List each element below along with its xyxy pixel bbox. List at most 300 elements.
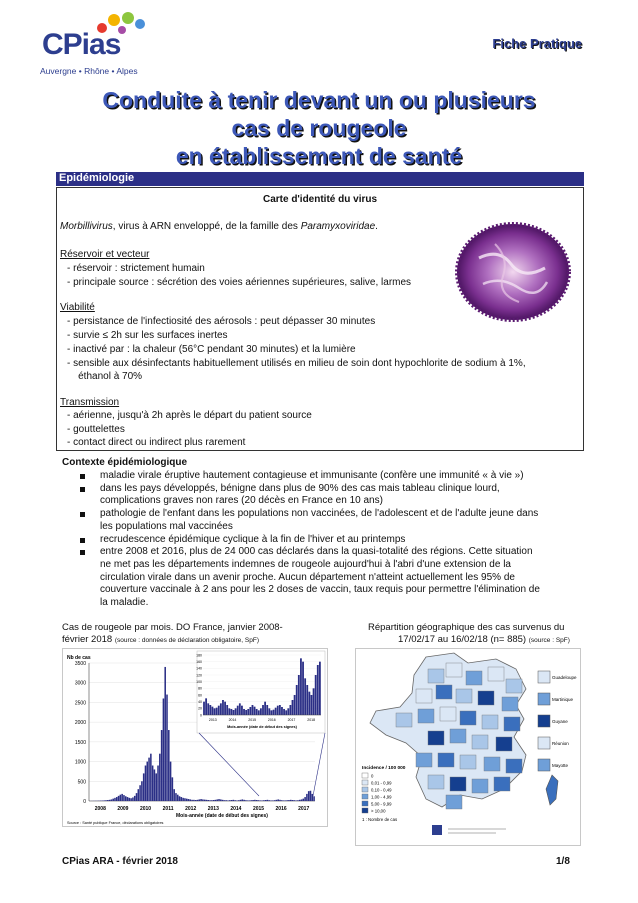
- context-bullet: [100, 534, 578, 547]
- chart-bar: [193, 800, 195, 801]
- chart-bar: [290, 800, 292, 801]
- inset-year-label: 2017: [287, 718, 296, 722]
- chart-bar: [188, 799, 190, 801]
- department-cell: [450, 729, 466, 743]
- chart-ytick-label: 1500: [74, 739, 86, 746]
- chart-bar: [220, 799, 222, 801]
- chart-bar: [238, 800, 240, 801]
- chart-bar: [148, 758, 150, 801]
- chart-bar: [308, 791, 310, 801]
- chart-bar: [258, 800, 260, 801]
- inset-bar: [218, 706, 220, 715]
- bullet-square-icon: [80, 474, 85, 479]
- department-cell: [428, 775, 444, 789]
- map-legend-swatch: [362, 808, 368, 813]
- inset-bar: [300, 658, 302, 715]
- chart-bar: [313, 796, 315, 801]
- chart-ytick-label: 1000: [74, 759, 86, 766]
- chart-bar: [288, 800, 290, 801]
- inset-bar: [220, 703, 222, 715]
- inset-bar: [222, 700, 224, 715]
- department-cell: [484, 757, 500, 771]
- inset-bar: [203, 702, 205, 715]
- chart-bar: [306, 794, 308, 801]
- chart-bar: [204, 800, 206, 801]
- viability-item: éthanol à 70%: [67, 371, 143, 382]
- inset-bar: [285, 710, 287, 715]
- france-incidence-map: [355, 648, 581, 846]
- chart-bar: [265, 800, 267, 801]
- chart-bar: [164, 667, 166, 801]
- inset-bar: [239, 703, 241, 715]
- page-title-line-2: cas de rougeole: [231, 115, 407, 141]
- context-bullet-line: circulation virale dans un avenir proche. Aucun département n'atteint actuellement les 95% de: [100, 571, 515, 583]
- chart-bar: [143, 773, 145, 801]
- chart-svg: [63, 649, 327, 826]
- inset-bar: [306, 685, 308, 715]
- chart-bar: [261, 800, 263, 801]
- chart-year-label: 2015: [252, 806, 265, 812]
- context-bullet-line: couverture vaccinale à 2 ans pour les 2 doses de vaccin, taux requis pour permettre l'élimination de: [100, 584, 540, 596]
- department-cell: [438, 753, 454, 767]
- reservoir-item: - réservoir : strictement humain: [67, 263, 205, 274]
- inset-connector: [313, 733, 325, 796]
- inset-bar: [296, 685, 298, 715]
- chart-bar: [114, 798, 116, 801]
- chart-bar: [134, 796, 136, 801]
- chart-bar: [312, 794, 314, 801]
- chart-bar: [211, 800, 213, 801]
- map-cases-label: 1 : Nombre de cas: [362, 817, 398, 822]
- virus-card-title: Carte d'identité du virus: [262, 194, 378, 205]
- chart-bar: [233, 800, 235, 801]
- inset-ytick-label: 120: [196, 673, 202, 678]
- chart-bar: [206, 800, 208, 801]
- inset-bar: [230, 709, 232, 715]
- department-cell: [496, 737, 512, 751]
- virus-intro-text: , virus à ARN enveloppé, de la famille des: [112, 221, 301, 232]
- context-bullet-line: maladie virale éruptive hautement contagieuse et immunisante (confère une immunité « à vie »): [100, 470, 524, 481]
- corsica-region: [546, 775, 558, 805]
- chart-bar: [172, 777, 174, 801]
- chart-bar: [299, 800, 301, 801]
- bullet-square-icon: [80, 487, 85, 492]
- inset-bar: [298, 675, 300, 715]
- inset-bar: [209, 705, 211, 715]
- department-cell: [472, 779, 488, 793]
- page-title-line-3: en établissement de santé: [175, 143, 463, 169]
- inset-bar: [308, 692, 310, 715]
- inset-bar: [247, 709, 249, 715]
- inset-year-label: 2013: [208, 718, 217, 722]
- inset-xlabel: Mois-année (date de début des signes): [227, 725, 297, 729]
- chart-year-label: 2008: [94, 806, 106, 812]
- chart-bar: [109, 800, 111, 801]
- chart-bar: [161, 730, 163, 801]
- figure-right-caption-date: 17/02/17 au 16/02/18 (n= 885): [398, 634, 527, 645]
- inset-bar: [277, 706, 279, 715]
- virus-identity-card: [56, 187, 584, 451]
- viability-item: - persistance de l'infectiosité des aérosols : peut dépasser 30 minutes: [67, 316, 376, 327]
- overseas-territory-box: [538, 715, 550, 727]
- chart-bar: [177, 795, 179, 801]
- department-cell: [456, 689, 472, 703]
- map-svg: [356, 649, 580, 845]
- chart-bar: [256, 800, 258, 801]
- bullet-square-icon: [80, 550, 85, 555]
- chart-bar: [154, 769, 156, 801]
- overseas-territory-label: Mayotte: [552, 763, 569, 768]
- chart-bar: [105, 800, 107, 801]
- chart-bar: [199, 799, 201, 801]
- figure-right-source: (source : SpF): [528, 637, 570, 644]
- overseas-territory-box: [538, 759, 550, 771]
- department-cell: [460, 755, 476, 769]
- chart-bar: [301, 799, 303, 801]
- inset-bar: [319, 662, 321, 715]
- inset-year-label: 2015: [248, 718, 257, 722]
- chart-bar: [215, 800, 217, 801]
- chart-bar: [281, 800, 283, 801]
- chart-bar: [195, 800, 197, 801]
- chart-bar: [182, 798, 184, 801]
- overseas-territory-label: Guadeloupe: [552, 675, 577, 680]
- chart-bar: [107, 800, 109, 801]
- department-cell: [460, 711, 476, 725]
- inset-bar: [224, 702, 226, 715]
- figure-left-caption-1: Cas de rougeole par mois. DO France, janvier 2008-: [62, 622, 283, 633]
- inset-bar: [317, 665, 319, 715]
- chart-bar: [249, 800, 251, 801]
- chart-bar: [236, 800, 238, 801]
- inset-bar: [245, 710, 247, 715]
- chart-bar: [168, 730, 170, 801]
- map-legend-label: 0,01 - 0,99: [371, 780, 392, 786]
- inset-ytick-label: 60: [198, 693, 202, 698]
- context-bullet-line: pathologie de l'enfant dans les populations non vaccinées, de l'adolescent et de l'adulte jeune dans: [100, 508, 539, 520]
- chart-bar: [146, 762, 148, 801]
- context-bullet: [100, 483, 578, 508]
- department-cell: [472, 735, 488, 749]
- chart-ytick-label: 3000: [74, 680, 86, 687]
- inset-bar: [287, 708, 289, 715]
- department-cell: [418, 709, 434, 723]
- inset-bar: [260, 708, 262, 715]
- chart-bar: [157, 766, 159, 801]
- inset-bar: [264, 702, 266, 715]
- map-legend-swatch: [362, 794, 368, 799]
- inset-bar: [252, 705, 254, 715]
- chart-ytick-label: 500: [77, 779, 86, 786]
- overseas-territory-label: Réunion: [552, 741, 569, 746]
- inset-bar: [233, 710, 235, 715]
- inset-bar: [294, 695, 296, 715]
- department-cell: [466, 671, 482, 685]
- inset-bar: [283, 709, 285, 715]
- department-cell: [482, 715, 498, 729]
- transmission-item: - gouttelettes: [67, 424, 125, 435]
- inset-ytick-label: 100: [196, 679, 202, 684]
- chart-bar: [286, 800, 288, 801]
- inset-year-label: 2018: [307, 718, 316, 722]
- spf-logo-icon: [432, 825, 442, 835]
- chart-bar: [254, 800, 256, 801]
- chart-bar: [252, 800, 254, 801]
- chart-bar: [150, 754, 152, 801]
- map-legend-label: > 10,00: [371, 808, 386, 814]
- map-legend-label: 0,10 - 0,49: [371, 787, 392, 793]
- chart-bar: [283, 800, 285, 801]
- inset-ytick-label: 80: [198, 686, 202, 691]
- inset-bar: [226, 705, 228, 715]
- department-cell: [446, 663, 462, 677]
- reservoir-heading: Réservoir et vecteur: [60, 249, 150, 260]
- chart-bar: [222, 800, 224, 801]
- department-cell: [416, 689, 432, 703]
- chart-bar: [247, 800, 249, 801]
- overseas-territory-label: Martinique: [552, 697, 574, 702]
- inset-bar: [262, 705, 264, 715]
- context-bullet-line: les populations mal vaccinées: [100, 520, 233, 532]
- inset-bar: [311, 695, 313, 715]
- chart-bar: [127, 797, 129, 801]
- department-cell: [428, 669, 444, 683]
- chart-bar: [139, 785, 141, 801]
- department-cell: [478, 691, 494, 705]
- chart-year-label: 2013: [207, 806, 219, 812]
- chart-ytick-label: 0: [83, 799, 86, 805]
- chart-bar: [166, 695, 168, 801]
- chart-bar: [231, 800, 233, 801]
- chart-bar: [209, 800, 211, 801]
- inset-bar: [214, 708, 216, 715]
- inset-ytick-label: 140: [196, 666, 202, 671]
- chart-year-label: 2014: [230, 806, 242, 812]
- inset-bar: [258, 710, 260, 715]
- chart-bar: [121, 794, 123, 801]
- section-header-epidemiologie: [56, 172, 584, 186]
- chart-year-label: 2017: [298, 806, 310, 812]
- context-bullet-line: entre 2008 et 2016, plus de 24 000 cas déclarés dans la quasi-totalité des régions. Cette situation: [100, 546, 533, 558]
- chart-year-label: 2012: [185, 806, 197, 812]
- chart-bar: [224, 800, 226, 801]
- chart-ytick-label: 2500: [74, 700, 86, 707]
- chart-bar: [207, 800, 209, 801]
- inset-bar: [266, 705, 268, 715]
- chart-bar: [179, 796, 181, 801]
- inset-bar: [289, 705, 291, 715]
- chart-bar: [118, 796, 120, 801]
- figure-right-caption-2: [398, 634, 570, 648]
- chart-bar: [242, 799, 244, 801]
- chart-bar: [190, 799, 192, 801]
- chart-bar: [276, 800, 278, 801]
- chart-bar: [218, 799, 220, 801]
- chart-source-note: Source : Santé publique France, déclarations obligatoires: [67, 821, 164, 825]
- overseas-territory-label: Guyane: [552, 719, 568, 724]
- chart-xlabel: Mois-année (date de début des signes): [176, 813, 268, 819]
- chart-ylabel: Nb de cas: [67, 655, 91, 661]
- virus-intro-end: .: [375, 221, 378, 232]
- inset-bar: [228, 708, 230, 715]
- chart-bar: [294, 800, 296, 801]
- department-cell: [488, 667, 504, 681]
- map-legend-label: 5,00 - 9,99: [371, 801, 392, 807]
- context-bullet: [100, 546, 578, 610]
- logo-wordmark: CPias: [42, 28, 121, 61]
- viability-heading: Viabilité: [60, 302, 95, 313]
- inset-bar: [313, 688, 315, 715]
- department-cell: [450, 777, 466, 791]
- overseas-territories: [538, 671, 577, 771]
- transmission-item: - contact direct ou indirect plus rarement: [67, 437, 246, 448]
- chart-bar: [152, 766, 154, 801]
- department-cell: [440, 707, 456, 721]
- transmission-item: - aérienne, jusqu'à 2h après le départ du patient source: [67, 410, 312, 421]
- chart-bar: [145, 766, 147, 801]
- inset-bar: [271, 710, 273, 715]
- inset-bar: [243, 709, 245, 715]
- cpias-logo: [40, 10, 150, 80]
- chart-bar: [251, 800, 253, 801]
- department-cell: [502, 697, 518, 711]
- overseas-territory-box: [538, 671, 550, 683]
- chart-bar: [268, 800, 270, 801]
- inset-bar: [235, 708, 237, 715]
- department-cell: [494, 777, 510, 791]
- section-title: Epidémiologie: [59, 172, 135, 184]
- inset-bar: [241, 706, 243, 715]
- inset-bar: [315, 675, 317, 715]
- map-legend-label: 0: [371, 773, 374, 779]
- context-bullet-line: recrudescence épidémique cyclique à la fin de l'hiver et au printemps: [100, 533, 406, 545]
- chart-bar: [274, 800, 276, 801]
- map-legend-label: 1,00 - 4,99: [371, 794, 392, 800]
- overseas-territory-box: [538, 737, 550, 749]
- page-title-line-1: Conduite à tenir devant un ou plusieurs: [102, 87, 536, 113]
- chart-bar: [216, 799, 218, 801]
- chart-bar: [184, 798, 186, 801]
- map-legend: [362, 765, 406, 822]
- inset-ytick-label: 180: [196, 653, 202, 658]
- chart-bar: [120, 795, 122, 801]
- inset-bar: [275, 708, 277, 715]
- department-cell: [446, 795, 462, 809]
- chart-bar: [129, 798, 131, 801]
- inset-ytick-label: 160: [196, 659, 202, 664]
- department-cell: [428, 731, 444, 745]
- virus-intro: [60, 220, 378, 233]
- inset-bar: [256, 709, 258, 715]
- context-bullet-line: la maladie.: [100, 597, 149, 608]
- chart-bar: [159, 754, 161, 801]
- figure-right-caption-1: Répartition géographique des cas survenus du: [368, 622, 565, 633]
- inset-bar: [302, 662, 304, 715]
- map-legend-swatch: [362, 780, 368, 785]
- department-cell: [396, 713, 412, 727]
- inset-ytick-label: 40: [198, 699, 202, 704]
- chart-bar: [245, 800, 247, 801]
- chart-bar: [272, 800, 274, 801]
- chart-bar: [132, 797, 134, 801]
- chart-bar: [270, 800, 272, 801]
- inset-bar: [207, 703, 209, 715]
- chart-bar: [304, 797, 306, 801]
- chart-bar: [191, 800, 193, 801]
- chart-bar: [181, 797, 183, 801]
- transmission-heading: Transmission: [60, 397, 120, 408]
- context-bullet-line: complications graves non rares (20 décès en France en 10 ans): [100, 495, 383, 507]
- chart-bar: [138, 789, 140, 801]
- inset-year-label: 2014: [228, 718, 237, 722]
- chart-bar: [267, 800, 269, 801]
- chart-bar: [163, 698, 165, 801]
- inset-bar: [254, 707, 256, 715]
- chart-bar: [213, 800, 215, 801]
- chart-bar: [310, 791, 312, 801]
- logo-region: Auvergne • Rhône • Alpes: [40, 66, 138, 76]
- chart-bar: [229, 800, 231, 801]
- chart-bar: [155, 773, 157, 801]
- chart-bar: [234, 800, 236, 801]
- chart-bar: [225, 800, 227, 801]
- context-heading: Contexte épidémiologique: [62, 457, 188, 468]
- map-legend-swatch: [362, 773, 368, 778]
- reservoir-item: - principale source : sécrétion des voies aériennes supérieures, salive, larmes: [67, 277, 412, 288]
- figure-left-caption-date: février 2018: [62, 634, 113, 645]
- context-bullet: [100, 508, 578, 533]
- chart-bar: [297, 800, 299, 801]
- map-legend-swatch: [362, 787, 368, 792]
- chart-bar: [279, 800, 281, 801]
- measles-cases-chart: [62, 648, 328, 827]
- inset-bar: [249, 707, 251, 715]
- chart-year-label: 2016: [275, 806, 287, 812]
- inset-bar: [273, 710, 275, 715]
- chart-bar: [227, 800, 229, 801]
- map-legend-swatch: [362, 801, 368, 806]
- inset-year-label: 2016: [267, 718, 276, 722]
- department-cell: [504, 717, 520, 731]
- chart-bar: [112, 799, 114, 801]
- inset-ytick-label: 20: [198, 706, 202, 711]
- chart-bar: [141, 781, 143, 801]
- inset-bar: [205, 698, 207, 715]
- chart-bar: [197, 800, 199, 801]
- overseas-territory-box: [538, 693, 550, 705]
- bullet-square-icon: [80, 538, 85, 543]
- measles-virus-micrograph: [449, 218, 575, 324]
- department-cell: [436, 685, 452, 699]
- inset-bar: [281, 707, 283, 715]
- inset-bar: [212, 707, 214, 715]
- chart-bar: [173, 789, 175, 801]
- virus-genus: Morbillivirus: [60, 221, 113, 232]
- department-cell: [506, 679, 522, 693]
- context-bullet: [100, 470, 578, 483]
- chart-bar: [116, 797, 118, 801]
- department-cell: [416, 753, 432, 767]
- chart-year-label: 2009: [117, 806, 129, 812]
- fiche-pratique-label: Fiche Pratique: [492, 36, 582, 51]
- chart-bar: [111, 799, 113, 801]
- chart-bar: [292, 800, 294, 801]
- chart-bar: [136, 793, 138, 801]
- chart-bar: [277, 799, 279, 801]
- chart-ytick-label: 3500: [74, 661, 86, 667]
- chart-bar: [240, 800, 242, 801]
- chart-bar: [170, 762, 172, 801]
